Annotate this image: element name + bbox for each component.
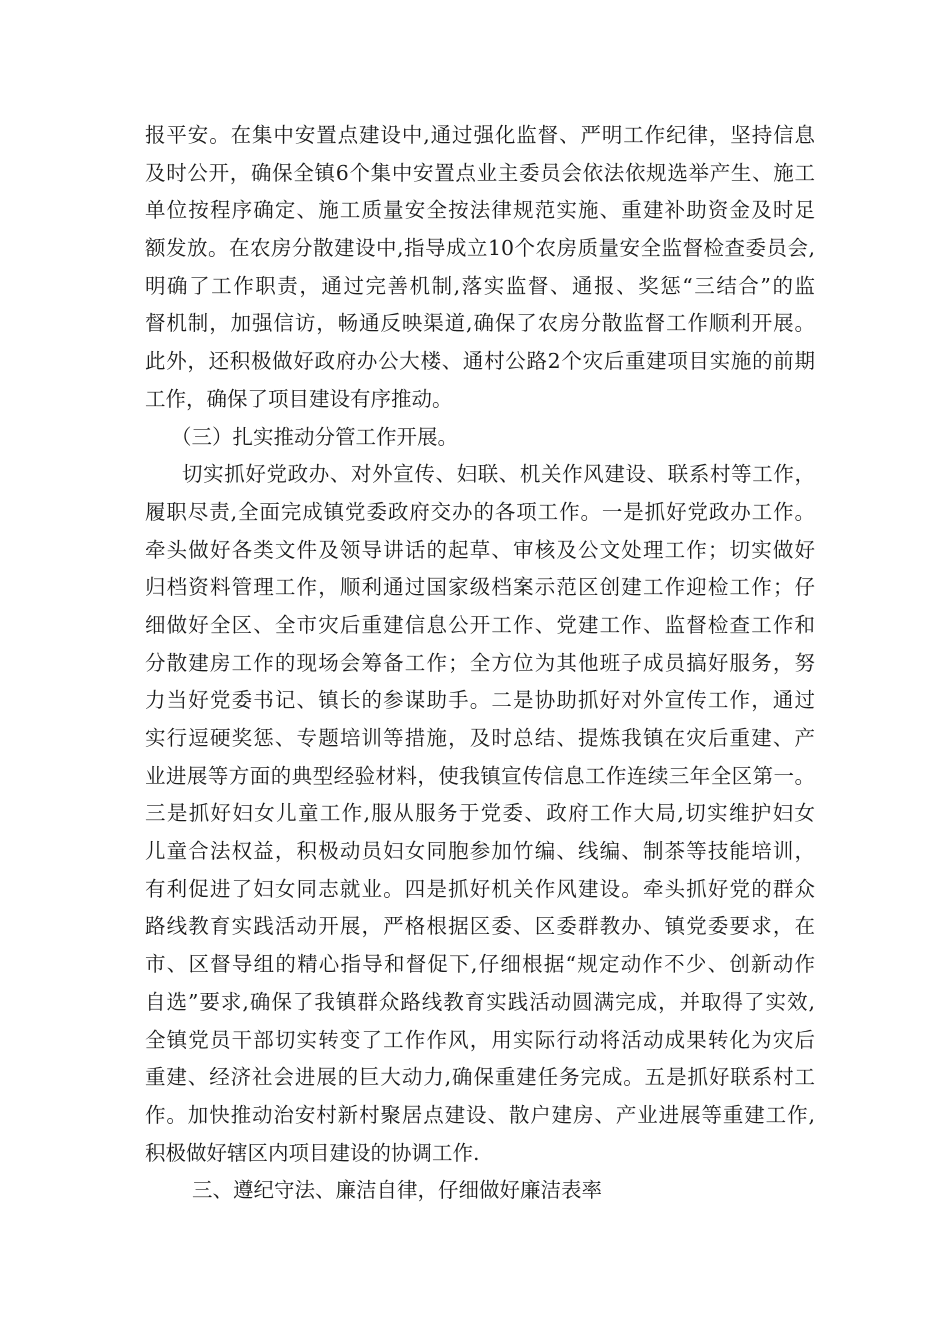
text-line: 及时公开，确保全镇6个集中安置点业主委员会依法依规选举产生、施工 <box>145 160 815 185</box>
text-line: 此外，还积极做好政府办公大楼、通村公路2个灾后重建项目实施的前期 <box>145 349 815 374</box>
text-line: 市、区督导组的精心指导和督促下,仔细根据“规定动作不少、创新动作 <box>145 952 815 977</box>
text-line: 归档资料管理工作，顺利通过国家级档案示范区创建工作迎检工作；仔 <box>145 575 815 600</box>
text-line: 作。加快推动治安村新村聚居点建设、散户建房、产业进展等重建工作, <box>145 1102 815 1127</box>
text-line: 履职尽责,全面完成镇党委政府交办的各项工作。一是抓好党政办工作。 <box>145 499 815 524</box>
text-line: 业进展等方面的典型经验材料，使我镇宣传信息工作连续三年全区第一。 <box>145 763 815 788</box>
text-line: 额发放。在农房分散建设中,指导成立10个农房质量安全监督检查委员会, <box>145 236 815 261</box>
text-line: 切实抓好党政办、对外宣传、妇联、机关作风建设、联系村等工作， <box>182 462 815 487</box>
text-line: 有利促进了妇女同志就业。四是抓好机关作风建设。牵头抓好党的群众 <box>145 876 815 901</box>
text-line: 督机制，加强信访，畅通反映渠道,确保了农房分散监督工作顺利开展。 <box>145 311 815 336</box>
text-line: 报平安。在集中安置点建设中,通过强化监督、严明工作纪律，坚持信息 <box>145 123 815 147</box>
text-line: 工作，确保了项目建设有序推动。 <box>145 386 453 411</box>
text-line: 分散建房工作的现场会筹备工作；全方位为其他班子成员搞好服务，努 <box>145 650 815 675</box>
text-line: 单位按程序确定、施工质量安全按法律规范实施、重建补助资金及时足 <box>145 198 815 223</box>
text-line: 明确了工作职责，通过完善机制,落实监督、通报、奖惩“三结合”的监 <box>145 273 815 298</box>
text-line: 积极做好辖区内项目建设的协调工作. <box>145 1140 480 1165</box>
text-line: 牵头做好各类文件及领导讲话的起草、审核及公文处理工作；切实做好 <box>145 537 815 562</box>
text-line: 实行逗硬奖惩、专题培训等措施，及时总结、提炼我镇在灾后重建、产 <box>145 726 815 750</box>
subsection-heading: （三）扎实推动分管工作开展。 <box>171 424 458 449</box>
body-text <box>145 117 815 1210</box>
text-line: 三是抓好妇女儿童工作,服从服务于党委、政府工作大局,切实维护妇女 <box>145 801 815 826</box>
text-line: 细做好全区、全市灾后重建信息公开工作、党建工作、监督检查工作和 <box>145 612 815 637</box>
text-line: 全镇党员干部切实转变了工作作风，用实际行动将活动成果转化为灾后 <box>145 1027 815 1052</box>
text-line: 路线教育实践活动开展，严格根据区委、区委群教办、镇党委要求，在 <box>145 914 815 939</box>
text-line: 力当好党委书记、镇长的参谋助手。二是协助抓好对外宣传工作，通过 <box>145 688 815 713</box>
section-heading: 三、遵纪守法、廉洁自律，仔细做好廉洁表率 <box>192 1178 602 1203</box>
text-line: 重建、经济社会进展的巨大动力,确保重建任务完成。五是抓好联系村工 <box>145 1065 815 1090</box>
text-line: 自选”要求,确保了我镇群众路线教育实践活动圆满完成，并取得了实效, <box>145 989 815 1014</box>
text-line: 儿童合法权益，积极动员妇女同胞参加竹编、线编、制茶等技能培训， <box>145 839 815 864</box>
